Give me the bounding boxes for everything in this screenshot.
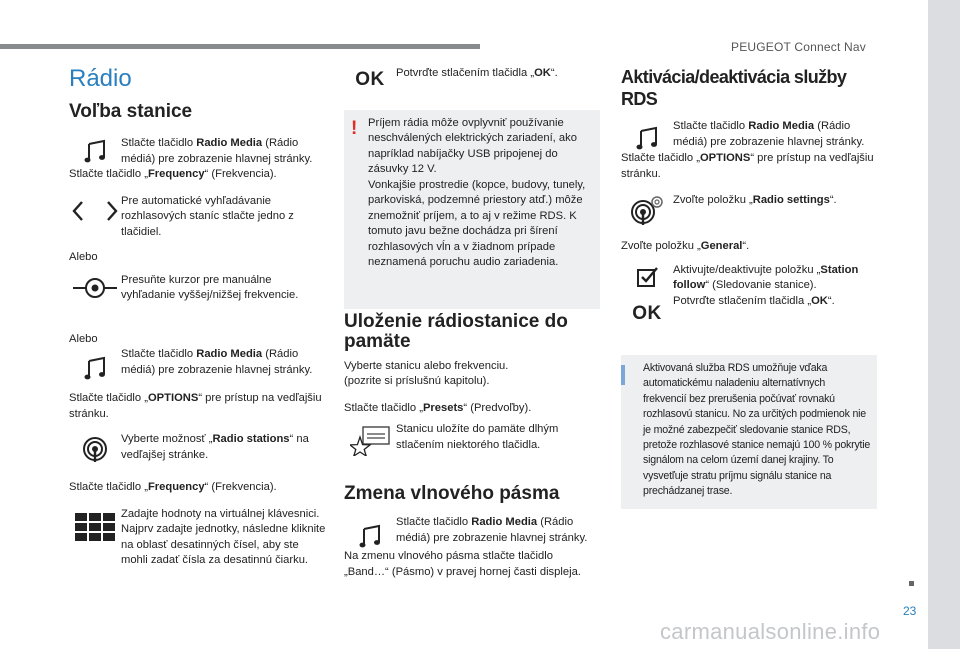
- step-save-preset: [344, 422, 600, 456]
- page-number: 23: [903, 604, 917, 618]
- section-title-rds: Aktivácia/deaktivácia služby RDS: [621, 67, 847, 109]
- prev-next-arrows-icon: [69, 194, 121, 222]
- step-manual-search: [69, 266, 327, 304]
- ok-button-icon: OK: [355, 69, 385, 90]
- page-marker: [909, 581, 914, 586]
- step-station-follow: [621, 263, 877, 322]
- column-2: [344, 66, 600, 580]
- page-title: Rádio: [69, 65, 132, 92]
- music-note-icon: [69, 347, 121, 381]
- step-text: Stlačte tlačidlo Radio Media (Rádio médiá) pre zobrazenie hlavnej stránky.: [396, 516, 588, 544]
- step-auto-search: [69, 194, 327, 241]
- music-note-icon: [69, 136, 121, 164]
- section-title-station-select: Voľba stanice: [69, 101, 193, 122]
- instruction-see-chapter: (pozrite si príslušnú kapitolu).: [344, 375, 490, 387]
- instruction-options: Stlačte tlačidlo „OPTIONS“ pre prístup na vedľajšiu stránku.: [69, 392, 322, 420]
- step-radio-media-2: [69, 347, 327, 381]
- column-1: [69, 62, 327, 569]
- step-radio-media-4: [621, 119, 877, 151]
- side-strip: [928, 0, 960, 649]
- step-radio-media: [69, 136, 327, 167]
- watermark: carmanualsonline.info: [660, 619, 881, 644]
- or-text: Alebo: [69, 332, 98, 345]
- section-title-presets: Uloženie rádiostanice do pamäte: [344, 310, 568, 352]
- step-radio-media-3: [344, 515, 600, 549]
- step-text: Zvoľte položku „Radio settings“.: [673, 194, 837, 206]
- step-radio-settings: [621, 193, 877, 225]
- step-text: Aktivujte/deaktivujte položku „Station follow“ (Sledovanie stanice). Potvrďte stlačením tlačidla „OK“.: [673, 263, 859, 307]
- instruction-select-station: Vyberte stanicu alebo frekvenciu.: [344, 359, 509, 372]
- step-text: Potvrďte stlačením tlačidla „OK“.: [396, 67, 558, 79]
- warning-icon: !: [351, 117, 358, 139]
- instruction-frequency: Stlačte tlačidlo „Frequency“ (Frekvencia).: [69, 168, 277, 180]
- step-text: Stlačte tlačidlo Radio Media (Rádio médiá) pre zobrazenie hlavnej stránky.: [673, 120, 865, 148]
- header-title: PEUGEOT Connect Nav: [731, 40, 866, 54]
- warning-text: Príjem rádia môže ovplyvniť používanie neschválených elektrických zariadení, ako napríklad nabíjačky USB pripojenej do zásuvky 12 V.: [368, 116, 577, 175]
- checkbox-ok-icons: [621, 263, 673, 322]
- step-text: Zadajte hodnoty na virtuálnej klávesnici. Najprv zadajte jednotky, následne kliknite na oblasť desatinných čísel, aby ste mohli zadať čísla za desatinnú čiarku.: [121, 507, 326, 566]
- column-3: [621, 66, 877, 509]
- star-preset-icon: [344, 422, 396, 456]
- music-note-icon: [621, 119, 673, 151]
- warning-box: [344, 110, 600, 309]
- or-text: Alebo: [69, 251, 98, 263]
- ok-button-icon: OK: [632, 302, 662, 324]
- keypad-icon: [69, 507, 121, 541]
- radio-settings-icon: [621, 193, 673, 225]
- info-box: [621, 355, 877, 509]
- instruction-presets: Stlačte tlačidlo „Presets“ (Predvoľby).: [344, 401, 532, 414]
- instruction-band: Na zmenu vlnového pásma stlačte tlačidlo „Band…“ (Pásmo) v pravej hornej časti displeja.: [344, 550, 581, 578]
- step-confirm-ok: [344, 66, 600, 88]
- section-title-band: Zmena vlnového pásma: [344, 483, 560, 504]
- step-text: Pre automatické vyhľadávanie rozhlasových staníc stlačte jedno z tlačidiel.: [121, 194, 294, 238]
- step-virtual-keyboard: [69, 507, 327, 569]
- info-text: Aktivovaná služba RDS umožňuje vďaka automatickému naladeniu alternatívnych frekvencií bez prerušenia počúvať rovnakú rozhlasovú stanicu. No za určitých podmienok nie je možné zabezpečiť sledovanie stanice RDS, pretože rozhlasové stanice nemajú 100 % pokrytie signálom na celom území danej krajiny. To vysvetľuje stratu príjmu signálu stanice na prechádzanej trase.: [643, 362, 871, 498]
- step-radio-stations: [69, 432, 327, 463]
- header-bar: [0, 44, 480, 49]
- music-note-icon: [344, 515, 396, 549]
- warning-text: Vonkajšie prostredie (kopce, budovy, tunely, parkoviská, podzemné priestory atď.) môže znemožniť príjem, a to aj v režime RDS. K tomuto javu bežne dochádza pri šírení rozhlasových vĺn a v žiadnom prípade neznamená poruchu audio zariadenia.: [368, 178, 586, 268]
- step-text: Stlačte tlačidlo Radio Media (Rádio médiá) pre zobrazenie hlavnej stránky.: [121, 137, 313, 165]
- instruction-options: Stlačte tlačidlo „OPTIONS“ pre prístup na vedľajšiu stránku.: [621, 152, 874, 180]
- instruction-general: Zvoľte položku „General“.: [621, 240, 750, 252]
- step-text: Vyberte možnosť „Radio stations“ na vedľajšej stránke.: [121, 433, 309, 461]
- step-text: Stanicu uložíte do pamäte dlhým stlačením niektorého tlačidla.: [396, 423, 559, 451]
- radio-signal-icon: [69, 432, 121, 462]
- info-icon: [621, 365, 625, 385]
- checkbox-icon: [635, 265, 659, 289]
- step-text: Stlačte tlačidlo Radio Media (Rádio médiá) pre zobrazenie hlavnej stránky.: [121, 348, 313, 376]
- slider-cursor-icon: [69, 266, 121, 300]
- instruction-frequency-2: Stlačte tlačidlo „Frequency“ (Frekvencia).: [69, 481, 277, 493]
- step-text: Presuňte kurzor pre manuálne vyhľadanie vyššej/nižšej frekvencie.: [121, 273, 299, 301]
